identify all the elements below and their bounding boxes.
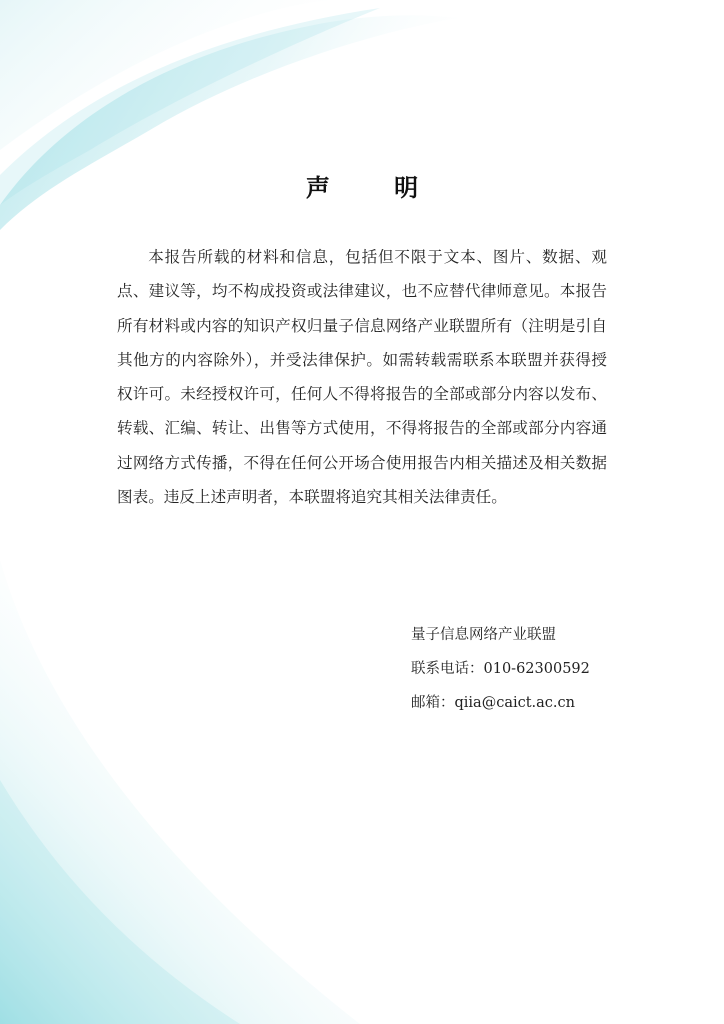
contact-phone-row: [411, 652, 590, 686]
disclaimer-body: [117, 240, 607, 514]
contact-email-row: [411, 686, 590, 720]
disclaimer-paragraph: 本报告所载的材料和信息，包括但不限于文本、图片、数据、观点、建议等，均不构成投资或法律建议，也不应替代律师意见。本报告所有材料或内容的知识产权归量子信息网络产业联盟所有（注明是引自其他方的内容除外），并受法律保护。如需转载需联系本联盟并获得授权许可。未经授权许可，任何人不得将报告的全部或部分内容以发布、转载、汇编、转让、出售等方式使用，不得将报告的全部或部分内容通过网络方式传播，不得在任何公开场合使用报告内相关描述及相关数据图表。违反上述声明者，本联盟将追究其相关法律责任。: [117, 248, 607, 507]
phone-number: 010-62300592: [483, 661, 590, 677]
organization-name: 量子信息网络产业联盟: [411, 627, 556, 643]
phone-label: 联系电话：: [411, 661, 484, 677]
email-label: 邮箱：: [411, 695, 455, 711]
email-address[interactable]: qiia@caict.ac.cn: [454, 695, 575, 711]
page-title: 声 明: [305, 173, 447, 202]
signature-block: [411, 618, 590, 720]
